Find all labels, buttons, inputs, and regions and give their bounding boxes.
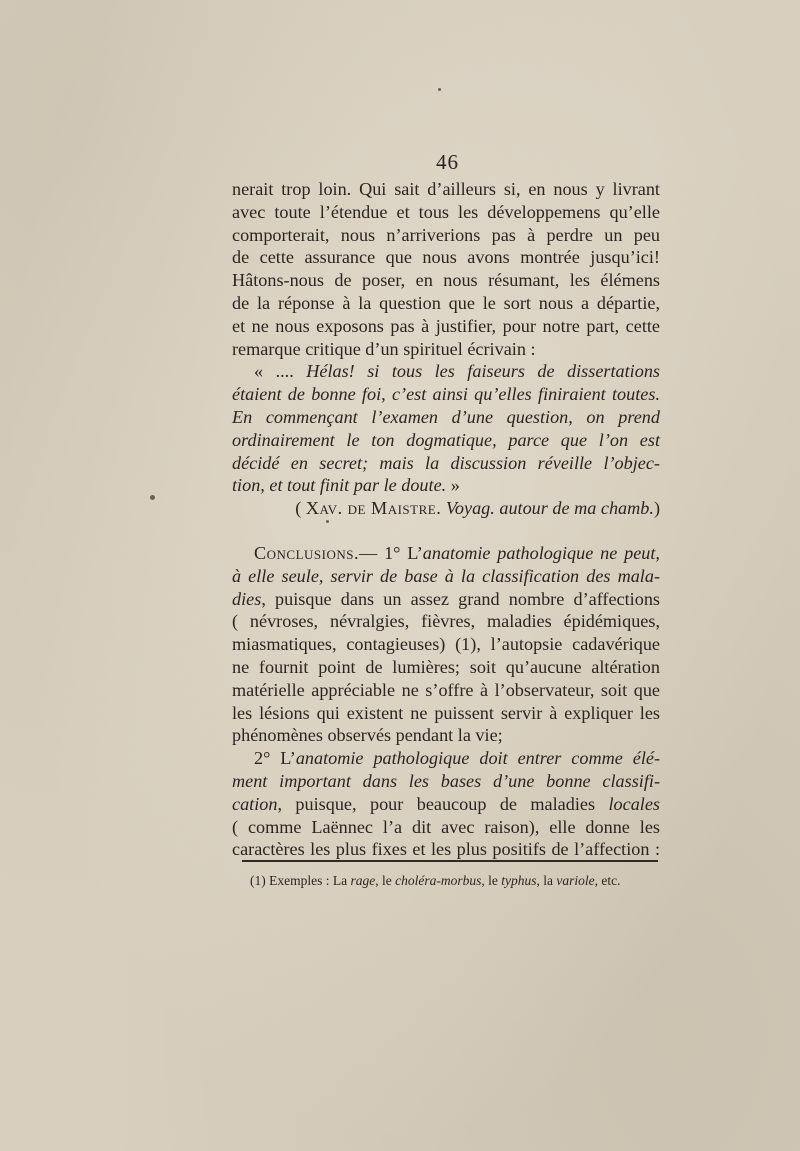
emphasis: choléra-morbus — [395, 873, 482, 888]
footnote-text: , la — [536, 873, 557, 888]
spacer — [232, 520, 660, 542]
quote-line: décidé en secret; mais la discussion réveille l’objec- — [232, 452, 660, 473]
conclusion-line — [232, 542, 660, 565]
conclusion-line: matérielle appréciable ne s’offre à l’observateur, soit que — [232, 679, 660, 700]
emphasis: cation — [232, 793, 278, 814]
conclusion-line: ne fournit point de lumières; soit qu’aucune altération — [232, 656, 660, 677]
footnote-rule — [242, 860, 658, 862]
conclusion-line — [232, 793, 660, 816]
emphasis: locales — [608, 793, 660, 814]
page-number: 46 — [436, 150, 459, 174]
emphasis: anatomie pathologique doit entrer comme élé- — [295, 748, 660, 769]
footnote-text: (1) Exemples : La — [250, 873, 351, 888]
footnote-text: , etc. — [594, 873, 621, 888]
emphasis: dies — [232, 588, 262, 609]
conclusion-line — [232, 747, 660, 770]
text: , puisque, pour beaucoup de maladies — [277, 793, 609, 814]
footnote — [250, 873, 620, 889]
dash: — — [359, 542, 385, 563]
emphasis: typhus — [501, 873, 537, 888]
text-line: de cette assurance que nous avons montrée jusqu’ici! — [232, 247, 660, 268]
quote-text: tion, et tout finit par le doute. — [232, 475, 447, 496]
text-line: nerait trop loin. Qui sait d’ailleurs si, en nous y livrant — [232, 179, 660, 199]
work-title: Voyag. autour de ma chamb. — [445, 498, 654, 519]
text-line: de la réponse à la question que le sort nous a départie, — [232, 292, 660, 313]
conclusion-line: à elle seule, servir de base à la classification des mala- — [232, 565, 660, 586]
text: , puisque dans un assez grand nombre d’affections — [261, 588, 660, 609]
emphasis: rage — [350, 873, 376, 888]
quote-line — [232, 360, 660, 383]
paper-speck — [150, 495, 155, 500]
emphasis: anatomie pathologique ne peut, — [422, 542, 660, 563]
text-line: Hâtons-nous de poser, en nous résumant, les élémens — [232, 270, 660, 291]
quote-line: En commençant l’examen d’une question, on prend — [232, 406, 660, 427]
quote-text: Hélas! si tous les faiseurs de dissertations — [306, 361, 660, 382]
text-line: comporterait, nous n’arriverions pas à perdre un peu — [232, 224, 660, 245]
footnote-text: , le — [481, 873, 502, 888]
author: Xav. de Maistre. — [305, 498, 442, 519]
text-line: et ne nous exposons pas à justifier, pour notre part, cette — [232, 315, 660, 336]
text-line: avec toute l’étendue et tous les développemens qu’elle — [232, 201, 660, 222]
item-number: 1° L’ — [384, 542, 423, 563]
paper-speck — [326, 520, 329, 523]
conclusion-line: ment important dans les bases d’une bonne classifi- — [232, 770, 660, 791]
quote-attribution — [232, 497, 660, 520]
conclusion-line: caractères les plus fixes et les plus positifs de l’affection : — [232, 839, 660, 860]
body-text — [232, 178, 660, 861]
quote-close: » — [446, 475, 460, 496]
quote-line — [232, 474, 660, 497]
quote-line: étaient de bonne foi, c’est ainsi qu’elles finiraient toutes. — [232, 384, 660, 405]
conclusion-line — [232, 588, 660, 611]
text-line: remarque critique d’un spirituel écrivain : — [232, 338, 536, 359]
item-number: 2° L’ — [254, 748, 296, 769]
emphasis: variole — [556, 873, 595, 888]
section-heading: Conclusions. — [254, 542, 360, 563]
paren: ( — [295, 498, 306, 519]
paren: ) — [653, 498, 660, 519]
conclusion-line: ( névroses, névralgies, fièvres, maladies épidémiques, — [232, 611, 660, 632]
conclusion-line: phénomènes observés pendant la vie; — [232, 725, 503, 746]
conclusion-line: les lésions qui existent ne puissent servir à expliquer les — [232, 702, 660, 723]
quote-open: « .... — [254, 361, 307, 382]
quote-line: ordinairement le ton dogmatique, parce que l’on est — [232, 429, 660, 450]
conclusion-line: ( comme Laënnec l’a dit avec raison), elle donne les — [232, 816, 660, 837]
footnote-text: , le — [375, 873, 396, 888]
paper-speck — [438, 88, 441, 91]
conclusion-line: miasmatiques, contagieuses) (1), l’autopsie cadavérique — [232, 634, 660, 655]
